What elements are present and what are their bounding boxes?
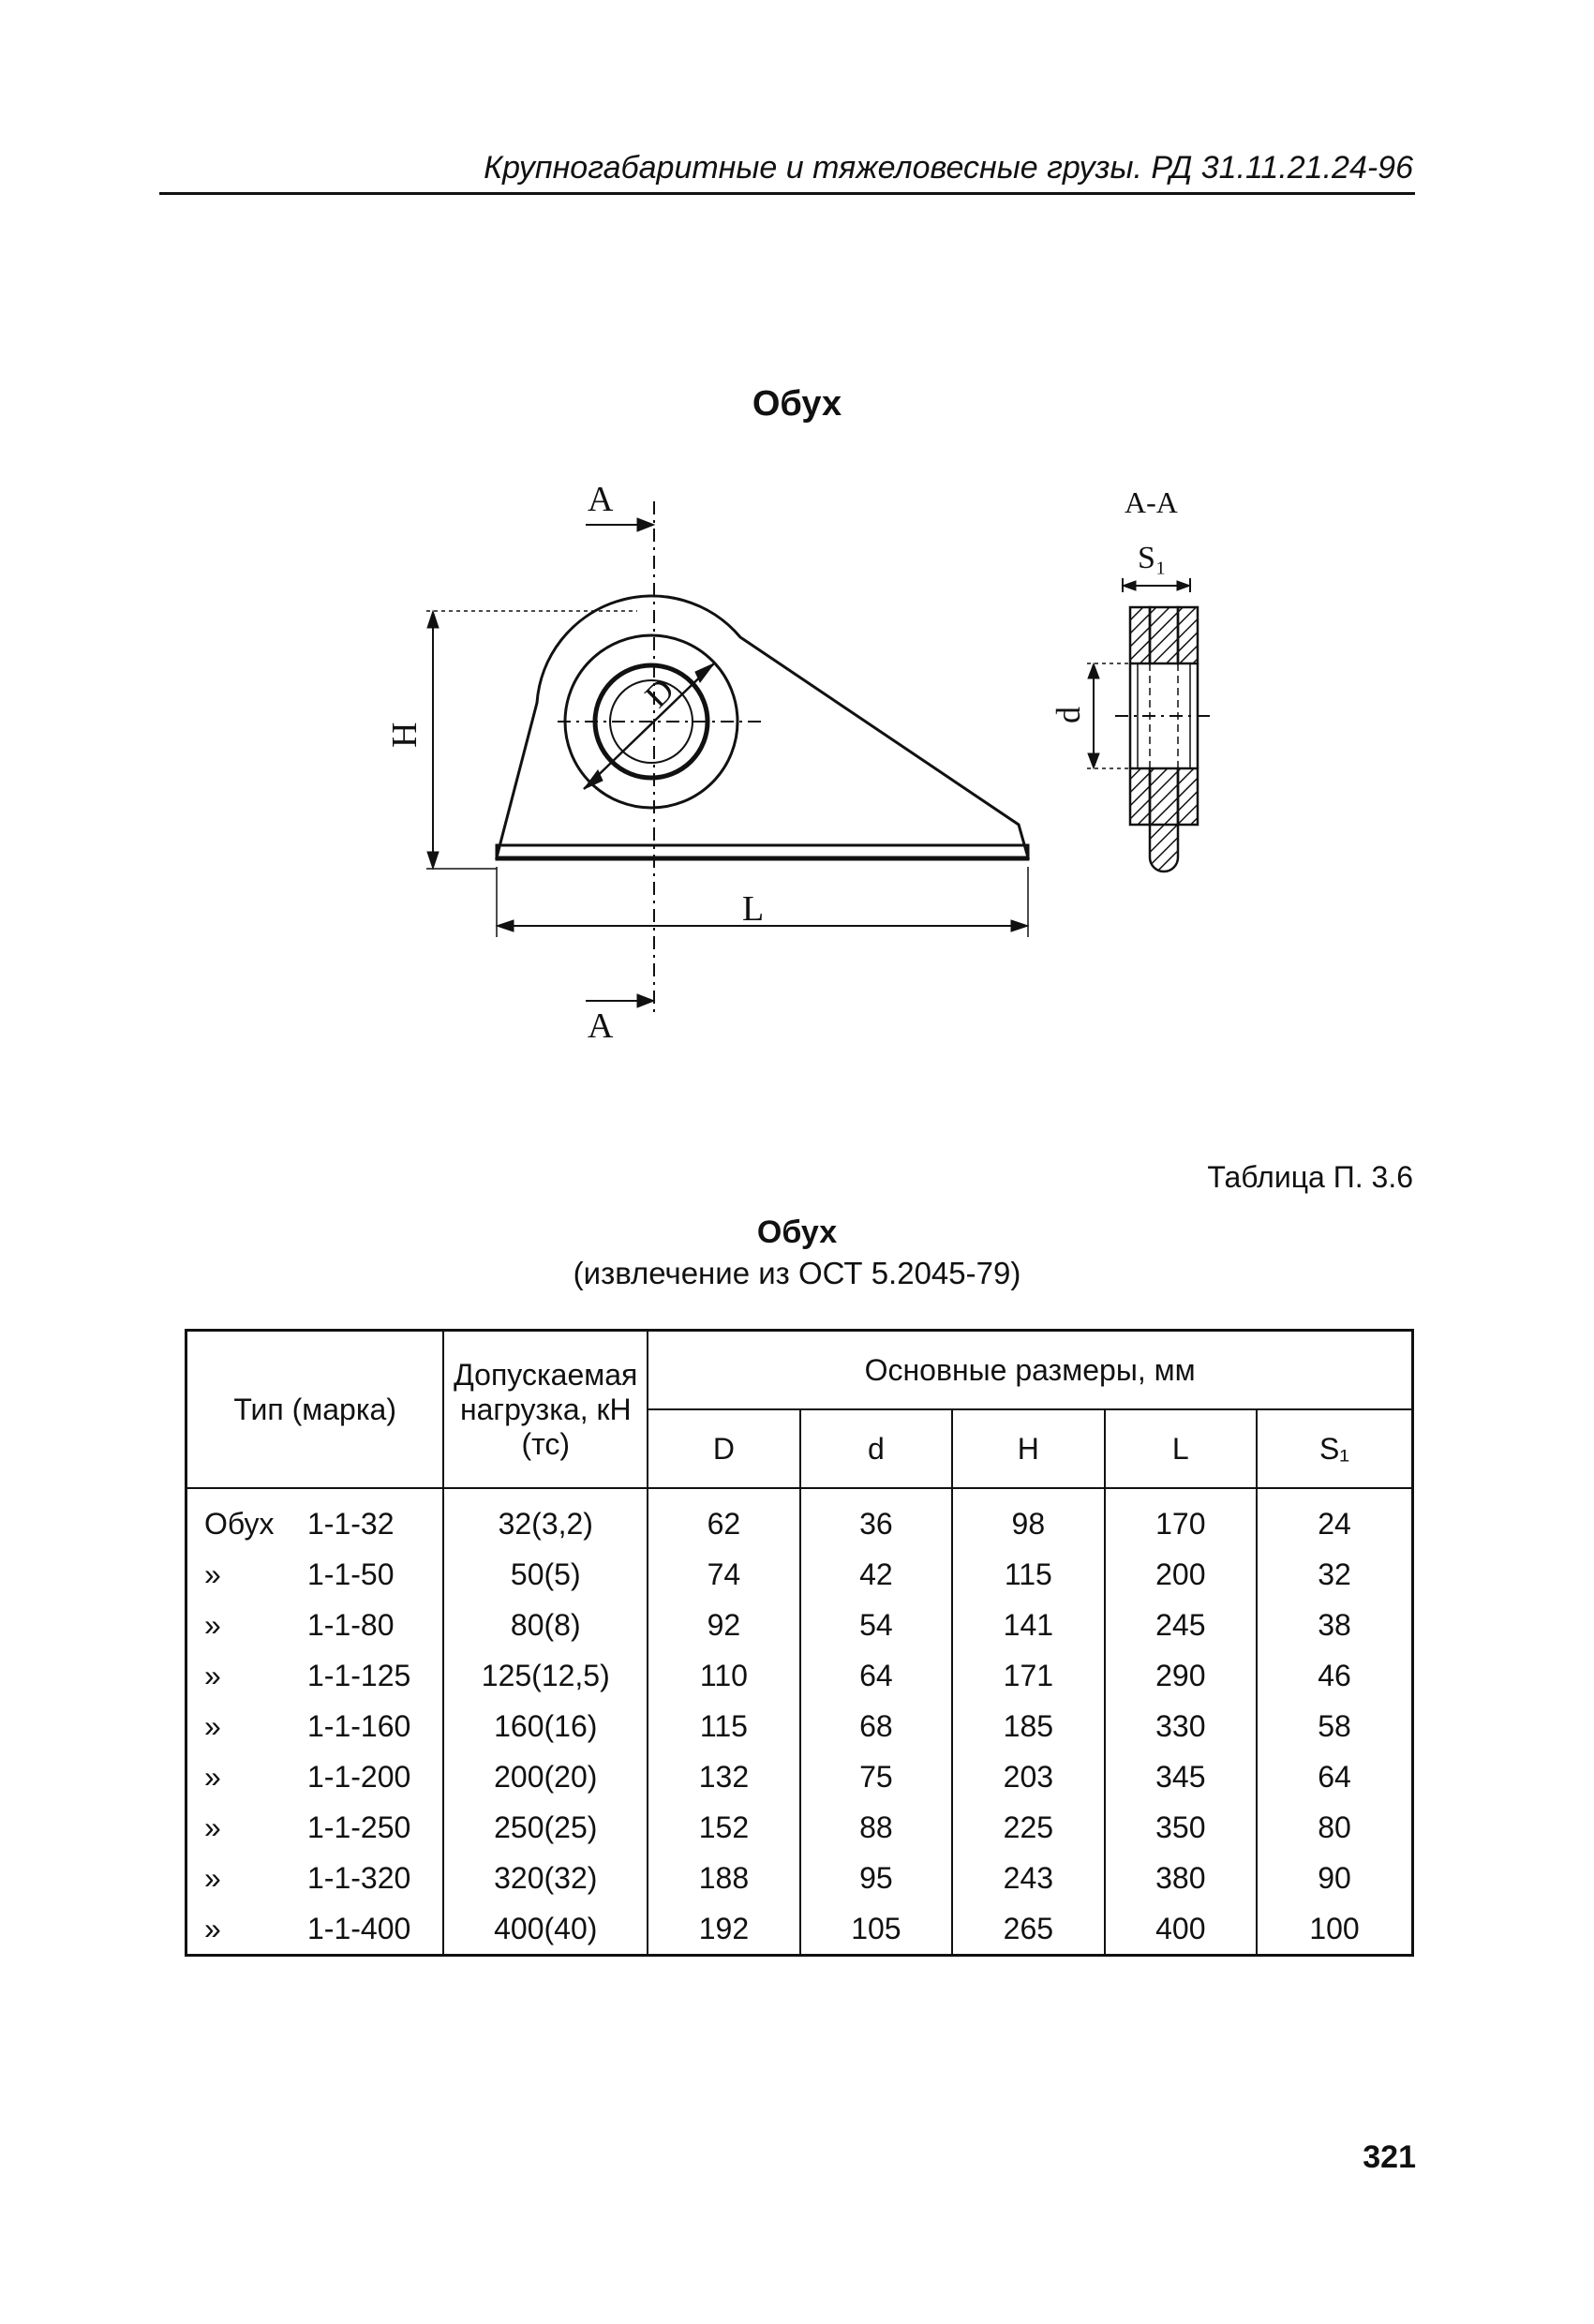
table-number: Таблица П. 3.6 <box>1207 1160 1413 1194</box>
label-h: H <box>385 722 425 748</box>
table-row <box>186 1903 1413 1956</box>
cell-d: 192 <box>648 1903 799 1956</box>
cell-l: 245 <box>1105 1600 1257 1650</box>
cell-type-kind: » <box>204 1911 221 1945</box>
cell-load: 80(8) <box>443 1600 648 1650</box>
cell-d: 188 <box>648 1853 799 1903</box>
cell-type-mark: 1-1-400 <box>307 1911 411 1945</box>
cell-load: 32(3,2) <box>443 1488 648 1549</box>
cell-h: 185 <box>952 1701 1104 1751</box>
table-row <box>186 1802 1413 1853</box>
cell-l: 170 <box>1105 1488 1257 1549</box>
cell-d: 115 <box>648 1701 799 1751</box>
header-dims: Основные размеры, мм <box>648 1331 1412 1410</box>
cell-h: 98 <box>952 1488 1104 1549</box>
cell-type <box>186 1488 444 1549</box>
section-view <box>1087 578 1211 872</box>
cell-type-mark: 1-1-125 <box>307 1658 411 1692</box>
cell-l: 345 <box>1105 1751 1257 1802</box>
cell-d: 75 <box>800 1751 952 1802</box>
cell-s1: 100 <box>1257 1903 1412 1956</box>
cell-d: 74 <box>648 1549 799 1600</box>
cell-d: 54 <box>800 1600 952 1650</box>
cell-l: 200 <box>1105 1549 1257 1600</box>
cell-type <box>186 1802 444 1853</box>
label-d-large: D <box>637 670 682 715</box>
cell-type <box>186 1549 444 1600</box>
cell-type-kind: » <box>204 1708 221 1743</box>
cell-type <box>186 1751 444 1802</box>
header-type: Тип (марка) <box>186 1331 444 1489</box>
cell-s1: 24 <box>1257 1488 1412 1549</box>
header-H: H <box>952 1409 1104 1488</box>
cell-d: 95 <box>800 1853 952 1903</box>
table-row <box>186 1600 1413 1650</box>
cell-l: 290 <box>1105 1650 1257 1701</box>
cell-type-kind: » <box>204 1759 221 1794</box>
cell-s1: 32 <box>1257 1549 1412 1600</box>
cell-type <box>186 1903 444 1956</box>
label-s1: S₁ <box>1138 541 1167 575</box>
running-header: Крупногабаритные и тяжеловесные грузы. РД 31.11.21.24-96 <box>484 150 1413 186</box>
cell-type-kind: » <box>204 1557 221 1591</box>
cell-d: 62 <box>648 1488 799 1549</box>
cell-s1: 64 <box>1257 1751 1412 1802</box>
cell-type-mark: 1-1-50 <box>307 1557 395 1591</box>
cell-s1: 58 <box>1257 1701 1412 1751</box>
header-S1: S₁ <box>1257 1409 1412 1488</box>
label-d-small: d <box>1050 707 1087 723</box>
cell-h: 115 <box>952 1549 1104 1600</box>
cell-type-mark: 1-1-80 <box>307 1607 395 1642</box>
cell-type <box>186 1600 444 1650</box>
cell-s1: 46 <box>1257 1650 1412 1701</box>
cell-d: 88 <box>800 1802 952 1853</box>
cell-h: 243 <box>952 1853 1104 1903</box>
cell-type <box>186 1853 444 1903</box>
cell-d: 36 <box>800 1488 952 1549</box>
cell-load: 125(12,5) <box>443 1650 648 1701</box>
table-row <box>186 1853 1413 1903</box>
cell-d: 132 <box>648 1751 799 1802</box>
cell-d: 92 <box>648 1600 799 1650</box>
cell-l: 330 <box>1105 1701 1257 1751</box>
cell-h: 203 <box>952 1751 1104 1802</box>
header-d: d <box>800 1409 952 1488</box>
cell-h: 171 <box>952 1650 1104 1701</box>
cell-l: 400 <box>1105 1903 1257 1956</box>
cell-type-mark: 1-1-32 <box>307 1506 395 1541</box>
page-number: 321 <box>1363 2139 1416 2175</box>
table-row <box>186 1650 1413 1701</box>
cell-type-kind: » <box>204 1810 221 1844</box>
table-title: Обух <box>756 1214 838 1250</box>
cell-d: 42 <box>800 1549 952 1600</box>
spec-table <box>185 1329 1414 1957</box>
header-D: D <box>648 1409 799 1488</box>
table-row <box>186 1549 1413 1600</box>
cell-type-kind: » <box>204 1658 221 1692</box>
cell-type-mark: 1-1-250 <box>307 1810 411 1844</box>
cell-load: 50(5) <box>443 1549 648 1600</box>
header-load: Допускаемая нагрузка, кН (тс) <box>443 1331 648 1489</box>
section-mark-top: A <box>588 480 614 519</box>
cell-load: 400(40) <box>443 1903 648 1956</box>
cell-h: 225 <box>952 1802 1104 1853</box>
cell-d: 105 <box>800 1903 952 1956</box>
section-view-label: A-A <box>1125 485 1178 519</box>
cell-load: 160(16) <box>443 1701 648 1751</box>
cell-type-mark: 1-1-160 <box>307 1708 411 1743</box>
cell-l: 350 <box>1105 1802 1257 1853</box>
cell-d: 68 <box>800 1701 952 1751</box>
cell-type-kind: » <box>204 1860 221 1895</box>
cell-h: 265 <box>952 1903 1104 1956</box>
spec-table-body <box>186 1488 1413 1956</box>
cell-type-mark: 1-1-320 <box>307 1860 411 1895</box>
header-L: L <box>1105 1409 1257 1488</box>
cell-type <box>186 1650 444 1701</box>
label-l: L <box>742 889 765 929</box>
cell-h: 141 <box>952 1600 1104 1650</box>
cell-s1: 38 <box>1257 1600 1412 1650</box>
table-subtitle: (извлечение из ОСТ 5.2045-79) <box>573 1256 1021 1290</box>
cell-d: 64 <box>800 1650 952 1701</box>
table-row <box>186 1488 1413 1549</box>
cell-s1: 90 <box>1257 1853 1412 1903</box>
section-mark-bottom: A <box>588 1006 614 1046</box>
cell-d: 110 <box>648 1650 799 1701</box>
cell-load: 250(25) <box>443 1802 648 1853</box>
cell-s1: 80 <box>1257 1802 1412 1853</box>
figure-title: Обух <box>752 384 842 424</box>
main-view <box>426 501 1028 1017</box>
cell-type-kind: Обух <box>204 1506 275 1541</box>
cell-type-mark: 1-1-200 <box>307 1759 411 1794</box>
lug-drawing <box>0 0 1594 1078</box>
cell-d: 152 <box>648 1802 799 1853</box>
cell-l: 380 <box>1105 1853 1257 1903</box>
cell-type <box>186 1701 444 1751</box>
table-row <box>186 1701 1413 1751</box>
table-row <box>186 1751 1413 1802</box>
cell-load: 320(32) <box>443 1853 648 1903</box>
cell-type-kind: » <box>204 1607 221 1642</box>
cell-load: 200(20) <box>443 1751 648 1802</box>
